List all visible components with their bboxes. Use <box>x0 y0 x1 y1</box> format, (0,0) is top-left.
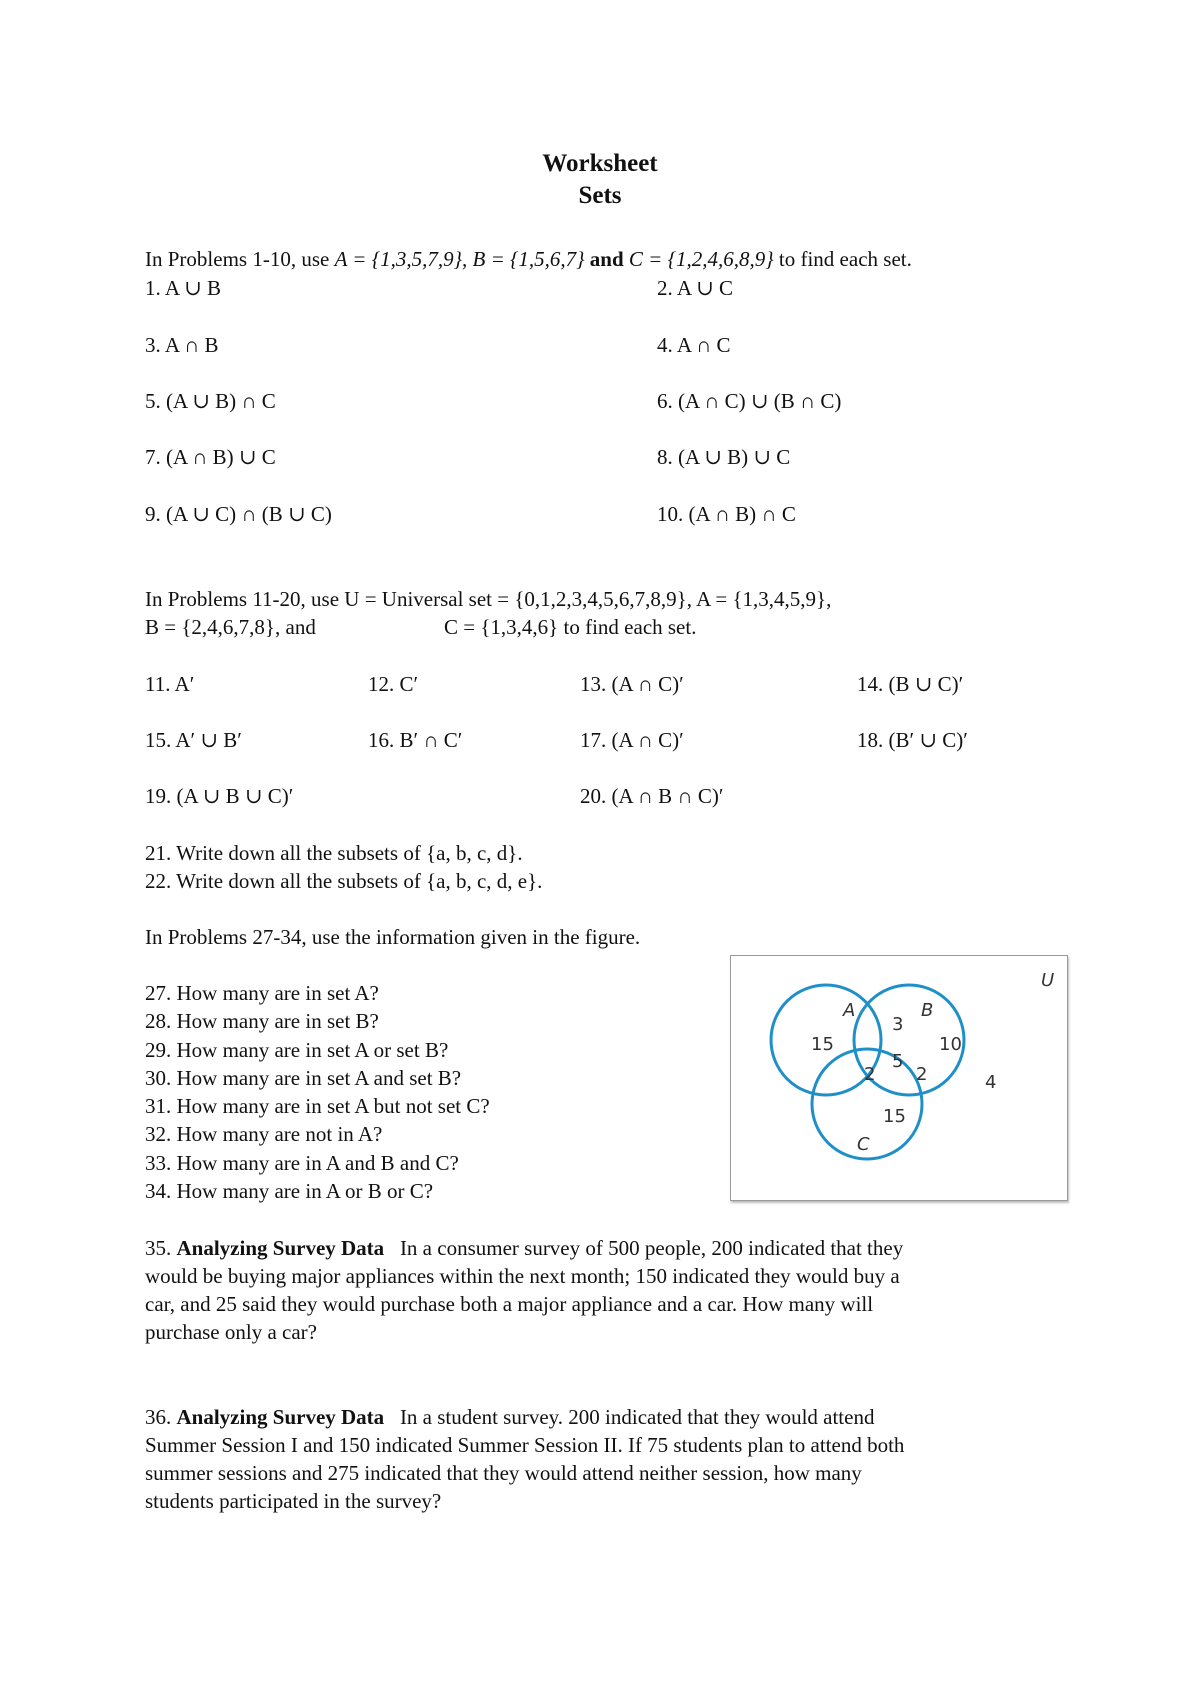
problem-15: 15. A′ ∪ B′ <box>145 728 242 752</box>
problem-8: 8. (A ∪ B) ∪ C <box>657 445 791 469</box>
problem-14: 14. (B ∪ C)′ <box>857 672 964 696</box>
set-c-definition: C = {1,2,4,6,8,9} <box>628 247 774 271</box>
problem-12: 12. C′ <box>368 672 419 696</box>
problem-36-heading: Analyzing Survey Data <box>176 1405 385 1429</box>
set-b-definition: B = {1,5,6,7} <box>472 247 590 271</box>
venn-count-a-and-c: 2 <box>864 1064 876 1085</box>
problem-1: 1. A ∪ B <box>145 276 221 300</box>
problem-16: 16. B′ ∩ C′ <box>368 728 463 752</box>
problem-2: 2. A ∪ C <box>657 276 733 300</box>
venn-count-b-and-c: 2 <box>916 1064 928 1085</box>
section1-intro: In Problems 1-10, use A = {1,3,5,7,9}, B = {1,5,6,7} and C = {1,2,4,6,8,9} to find each set. <box>145 247 912 271</box>
problem-32: 32. How many are not in A? <box>145 1122 383 1146</box>
section2-intro-line1: In Problems 11-20, use U = Universal set = {0,1,2,3,4,5,6,7,8,9}, A = {1,3,4,5,9}, <box>145 587 832 611</box>
problem-9: 9. (A ∪ C) ∩ (B ∪ C) <box>145 502 332 526</box>
venn-count-only-c: 15 <box>883 1106 906 1127</box>
problem-7: 7. (A ∩ B) ∪ C <box>145 445 276 469</box>
problem-27: 27. How many are in set A? <box>145 981 379 1005</box>
venn-count-a-and-b: 3 <box>892 1014 904 1035</box>
venn-universe-label: U <box>1041 970 1055 991</box>
problem-31: 31. How many are in set A but not set C? <box>145 1094 490 1118</box>
venn-diagram <box>731 956 1067 1200</box>
problem-36: 36. Analyzing Survey Data In a student survey. 200 indicated that they would attend Summer Session I and 150 indicated Summer Session II. If 75 students plan to attend both summer sessions and 275 indicated that they would attend neither session, how many students participated in the survey? <box>145 1405 905 1513</box>
problem-35-heading: Analyzing Survey Data <box>176 1236 385 1260</box>
problem-33: 33. How many are in A and B and C? <box>145 1151 459 1175</box>
problem-21: 21. Write down all the subsets of {a, b, c, d}. <box>145 841 523 865</box>
problem-3: 3. A ∩ B <box>145 333 219 357</box>
problem-10: 10. (A ∩ B) ∩ C <box>657 502 796 526</box>
problem-17: 17. (A ∩ C)′ <box>580 728 684 752</box>
venn-count-a-b-c: 5 <box>892 1051 904 1072</box>
venn-count-only-b: 10 <box>939 1034 962 1055</box>
set-a-definition: A = {1,3,5,7,9}, <box>334 247 473 271</box>
problem-6: 6. (A ∩ C) ∪ (B ∩ C) <box>657 389 842 413</box>
venn-count-only-a: 15 <box>811 1034 834 1055</box>
venn-label-c: C <box>857 1134 870 1155</box>
venn-label-a: A <box>843 1000 856 1021</box>
worksheet-subtitle: Sets <box>578 182 622 209</box>
problem-28: 28. How many are in set B? <box>145 1009 379 1033</box>
problem-22: 22. Write down all the subsets of {a, b, c, d, e}. <box>145 869 543 893</box>
worksheet-title: Worksheet <box>542 150 658 177</box>
problem-4: 4. A ∩ C <box>657 333 731 357</box>
problem-11: 11. A′ <box>145 672 195 696</box>
section3-intro: In Problems 27-34, use the information given in the figure. <box>145 925 641 949</box>
venn-diagram-figure <box>730 955 1068 1201</box>
problem-13: 13. (A ∩ C)′ <box>580 672 684 696</box>
section2-intro-line2b: C = {1,3,4,6} to find each set. <box>444 615 697 639</box>
problem-35: 35. Analyzing Survey Data In a consumer survey of 500 people, 200 indicated that they would be buying major appliances within the next month; 150 indicated they would buy a car, and 25 said they would purchase both a major appliance and a car. How many will purchase only a car? <box>145 1236 904 1344</box>
problem-29: 29. How many are in set A or set B? <box>145 1038 449 1062</box>
venn-count-outside: 4 <box>985 1072 997 1093</box>
problem-5: 5. (A ∪ B) ∩ C <box>145 389 276 413</box>
problem-19: 19. (A ∪ B ∪ C)′ <box>145 784 294 808</box>
problem-30: 30. How many are in set A and set B? <box>145 1066 462 1090</box>
problem-34: 34. How many are in A or B or C? <box>145 1179 434 1203</box>
problem-20: 20. (A ∩ B ∩ C)′ <box>580 784 724 808</box>
section2-intro-line2a: B = {2,4,6,7,8}, and <box>145 615 316 639</box>
problem-18: 18. (B′ ∪ C)′ <box>857 728 968 752</box>
venn-label-b: B <box>921 1000 934 1021</box>
